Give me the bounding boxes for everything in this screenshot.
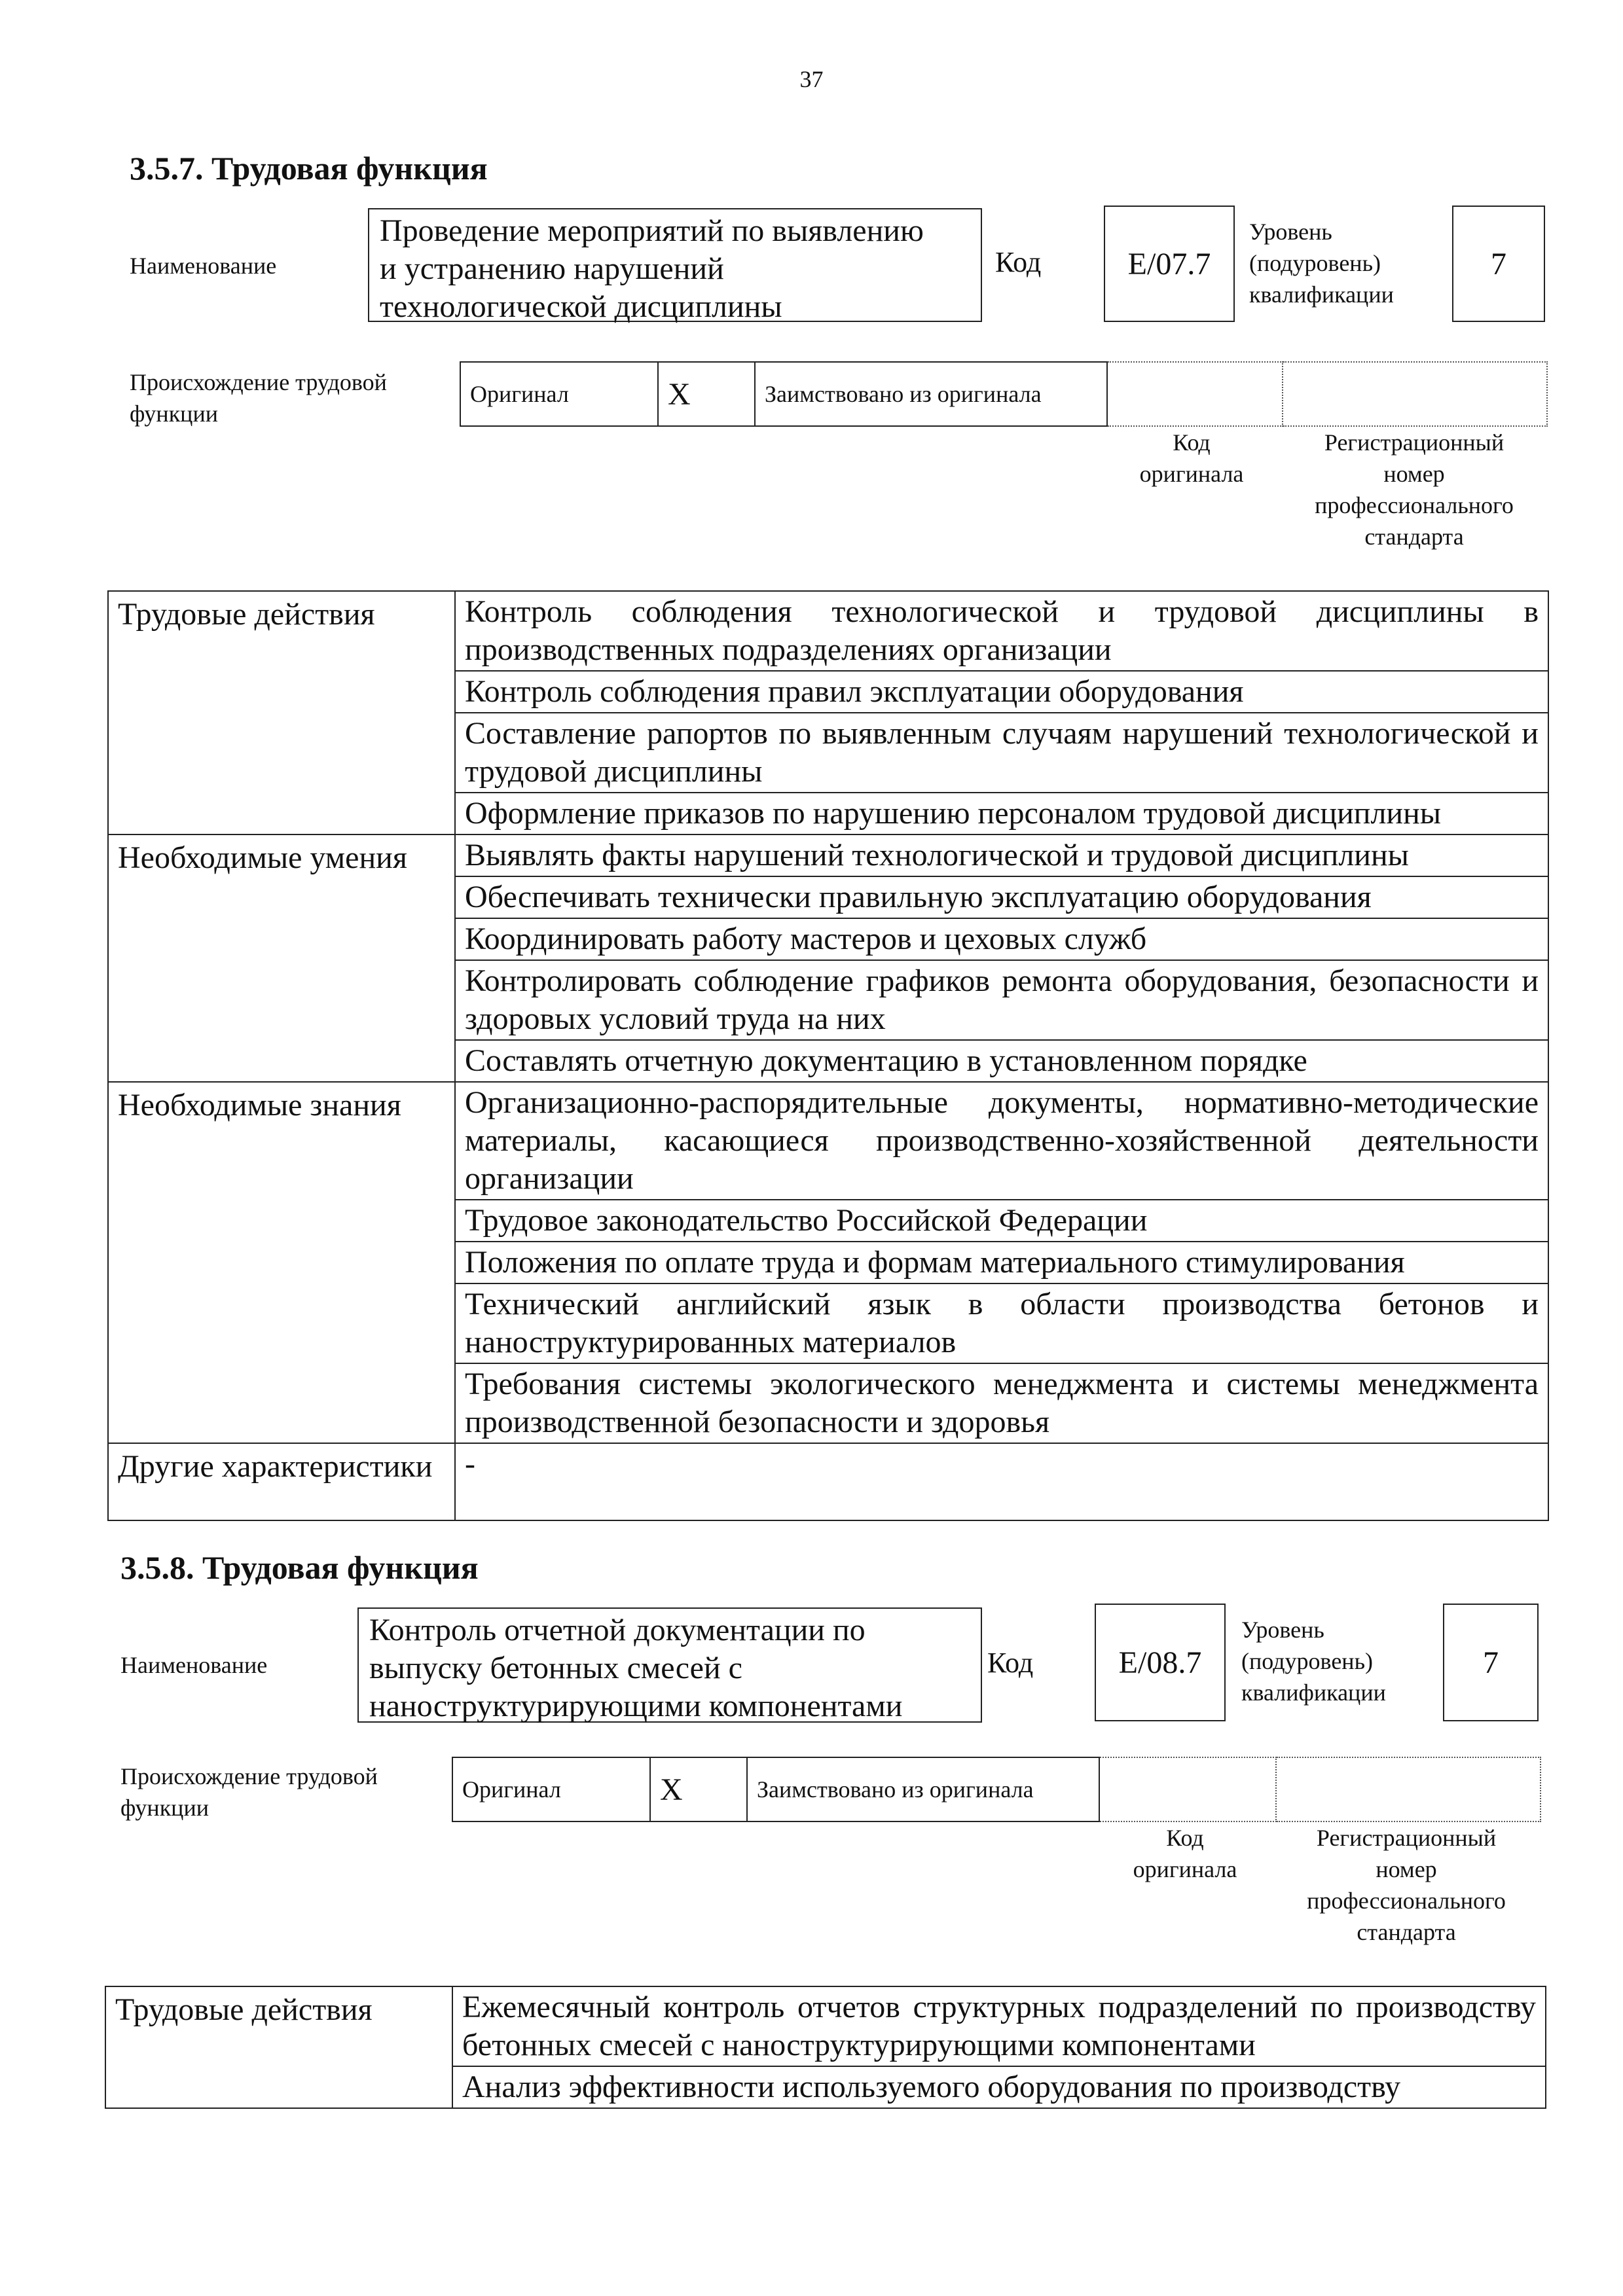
row-item: Выявлять факты нарушений технологической и трудовой дисциплины [455, 834, 1548, 876]
origin-label [120, 1761, 378, 1823]
caption-line: оригинала [1139, 461, 1244, 487]
level-value: 7 [1443, 1604, 1539, 1721]
level-label-line: Уровень [1249, 219, 1332, 245]
origin-label-line: Происхождение трудовой [130, 369, 387, 395]
level-label-line: (подуровень) [1249, 250, 1381, 276]
row-item: Составление рапортов по выявленным случаям нарушений технологической и трудовой дисциплины [455, 713, 1548, 793]
caption-line: номер [1376, 1856, 1437, 1882]
level-label [1249, 216, 1394, 310]
origin-borrowed: Заимствовано из оригинала [747, 1757, 1099, 1821]
code-label: Код [995, 246, 1042, 278]
origin-label-line: Происхождение трудовой [120, 1763, 378, 1789]
origin-table [452, 1757, 1541, 1822]
section-title: 3.5.8. Трудовая функция [120, 1549, 479, 1586]
row-item: Контролировать соблюдение графиков ремонта оборудования, безопасности и здоровых условий труда на них [455, 960, 1548, 1040]
row-item: Составлять отчетную документацию в установленном порядке [455, 1040, 1548, 1082]
function-name-line: и устранению нарушений [380, 251, 724, 286]
origin-code-cell [1107, 362, 1283, 426]
function-name-line: Проведение мероприятий по выявлению [380, 213, 924, 248]
row-label: Другие характеристики [108, 1443, 455, 1520]
code-label: Код [987, 1647, 1034, 1679]
origin-reg-caption [1282, 427, 1546, 552]
origin-label [130, 367, 387, 429]
caption-line: Код [1173, 429, 1211, 456]
caption-line: Регистрационный [1316, 1825, 1497, 1851]
row-item: Обеспечивать технически правильную эксплуатацию оборудования [455, 876, 1548, 918]
level-label-line: квалификации [1249, 281, 1394, 308]
function-name-line: выпуску бетонных смесей с [369, 1651, 742, 1685]
row-item: Координировать работу мастеров и цеховых служб [455, 918, 1548, 960]
row-item: Требования системы экологического менеджмента и системы менеджмента производственной безопасности и здоровья [455, 1363, 1548, 1443]
origin-reg-cell [1276, 1757, 1541, 1821]
function-name-box [357, 1607, 982, 1723]
origin-table [460, 361, 1548, 427]
level-label-line: (подуровень) [1241, 1648, 1373, 1674]
function-name-line: технологической дисциплины [380, 289, 782, 324]
function-name-line: наноструктурирующими компонентами [369, 1689, 903, 1723]
origin-label-line: функции [120, 1795, 209, 1821]
origin-original: Оригинал [460, 362, 658, 426]
level-label-line: квалификации [1241, 1679, 1386, 1706]
table-row [108, 1082, 1548, 1200]
table-row [105, 1986, 1546, 2066]
origin-reg-cell [1283, 362, 1547, 426]
table-row [108, 834, 1548, 876]
caption-line: профессионального [1315, 492, 1514, 518]
level-label-line: Уровень [1241, 1617, 1324, 1643]
row-item: Контроль соблюдения правил эксплуатации оборудования [455, 671, 1548, 713]
caption-line: оригинала [1133, 1856, 1237, 1882]
row-item: Анализ эффективности используемого оборудования по производству [452, 2066, 1546, 2108]
function-table [107, 590, 1549, 1521]
function-name-box [368, 208, 982, 322]
origin-original: Оригинал [452, 1757, 650, 1821]
caption-line: стандарта [1364, 524, 1464, 550]
code-value: E/08.7 [1095, 1604, 1226, 1721]
name-label: Наименование [130, 253, 277, 279]
caption-line: профессионального [1307, 1888, 1506, 1914]
row-item: Трудовое законодательство Российской Федерации [455, 1200, 1548, 1242]
row-label: Необходимые знания [108, 1082, 455, 1443]
function-name-line: Контроль отчетной документации по [369, 1613, 866, 1647]
origin-code-caption [1097, 1822, 1273, 1885]
row-item: Организационно-распорядительные документы, нормативно-методические материалы, касающиеся производственно-хозяйственной деятельности организации [455, 1082, 1548, 1200]
row-item: Оформление приказов по нарушению персоналом трудовой дисциплины [455, 793, 1548, 834]
row-item: Ежемесячный контроль отчетов структурных подразделений по производству бетонных смесей с наноструктурирующими компонентами [452, 1986, 1546, 2066]
code-value: E/07.7 [1104, 206, 1235, 322]
table-row [108, 1443, 1548, 1520]
origin-label-line: функции [130, 401, 218, 427]
origin-code-cell [1099, 1757, 1276, 1821]
row-label: Трудовые действия [105, 1986, 452, 2108]
origin-borrowed: Заимствовано из оригинала [755, 362, 1107, 426]
row-label: Трудовые действия [108, 591, 455, 834]
row-item: - [455, 1443, 1548, 1520]
row-label: Необходимые умения [108, 834, 455, 1082]
section-title: 3.5.7. Трудовая функция [130, 150, 488, 187]
name-label: Наименование [120, 1652, 268, 1678]
row-item: Технический английский язык в области производства бетонов и наноструктурированных материалов [455, 1283, 1548, 1363]
origin-reg-caption [1274, 1822, 1539, 1948]
origin-mark: X [658, 362, 755, 426]
row-item: Контроль соблюдения технологической и трудовой дисциплины в производственных подразделениях организации [455, 591, 1548, 671]
caption-line: Код [1166, 1825, 1204, 1851]
caption-line: стандарта [1357, 1919, 1456, 1945]
level-label [1241, 1614, 1386, 1708]
caption-line: Регистрационный [1324, 429, 1504, 456]
origin-code-caption [1105, 427, 1278, 490]
function-table [105, 1986, 1546, 2109]
page-number: 37 [799, 66, 824, 92]
origin-mark: X [650, 1757, 747, 1821]
row-item: Положения по оплате труда и формам материального стимулирования [455, 1242, 1548, 1283]
caption-line: номер [1383, 461, 1445, 487]
level-value: 7 [1452, 206, 1545, 322]
table-row [108, 591, 1548, 671]
